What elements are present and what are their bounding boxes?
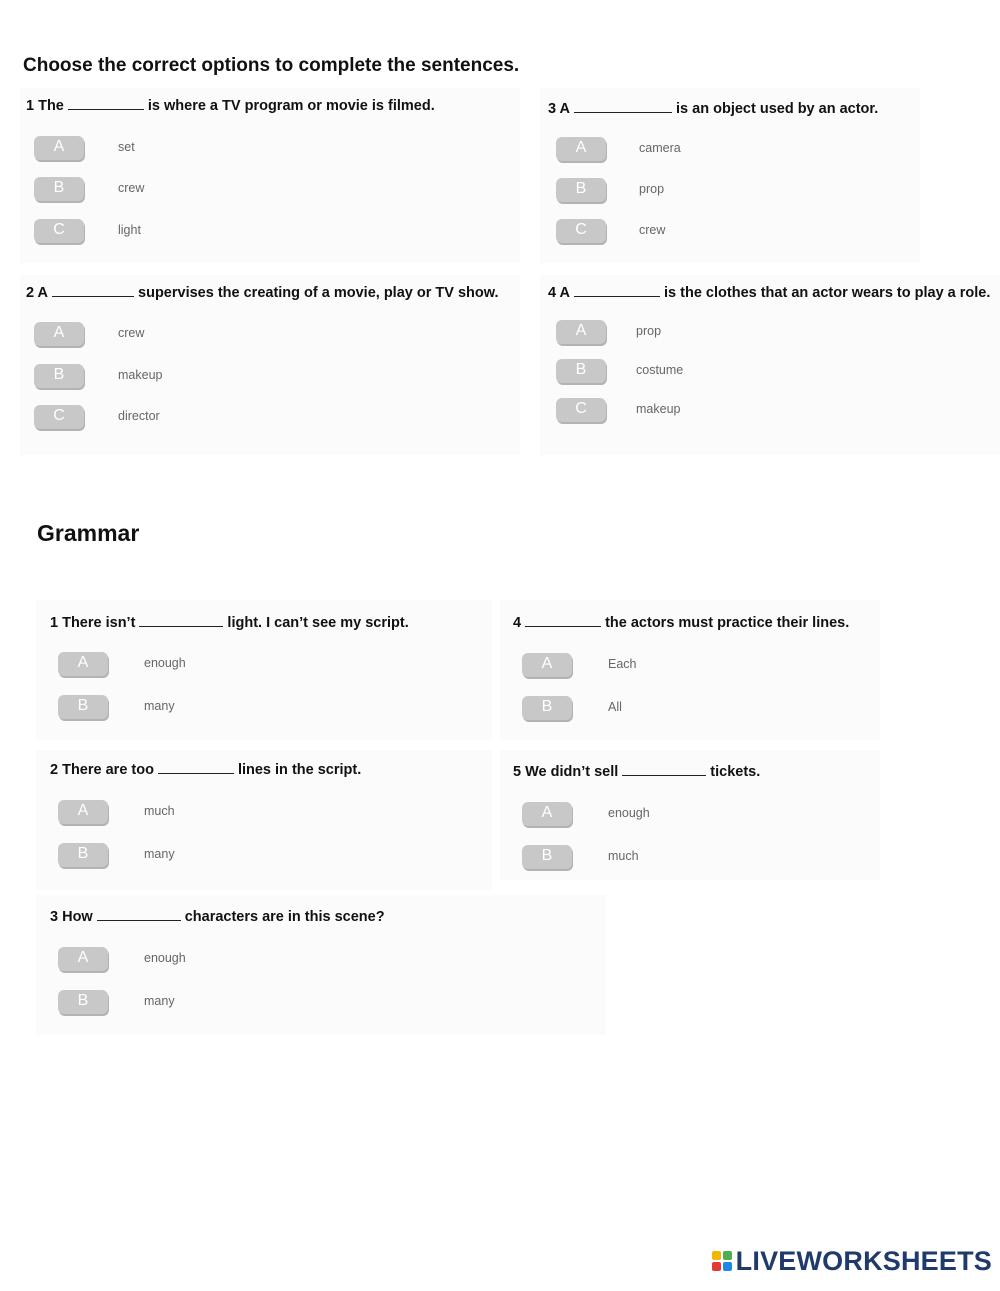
question-suffix: is where a TV program or movie is filmed.: [147, 98, 435, 114]
question-prefix: 3 A: [548, 101, 571, 117]
option-label: much: [144, 804, 175, 818]
question-prefix: 1 There isn’t: [50, 615, 136, 631]
question-panel: [20, 275, 520, 455]
question-prefix: 4 A: [548, 285, 571, 301]
option-letter-badge[interactable]: C: [556, 398, 606, 422]
option-letter-badge[interactable]: A: [58, 800, 108, 824]
option-label: set: [118, 140, 135, 154]
logo-mark-tile: [723, 1251, 732, 1260]
option-label: costume: [636, 363, 684, 377]
option-letter-badge[interactable]: A: [522, 802, 572, 826]
answer-blank: [68, 97, 144, 110]
logo-text: LIVEWORKSHEETS: [735, 1245, 992, 1276]
option-label: crew: [118, 326, 145, 340]
answer-blank: [574, 284, 660, 297]
option-letter-badge[interactable]: C: [556, 219, 606, 243]
option-label: prop: [639, 182, 665, 196]
question-text: [513, 763, 760, 780]
answer-blank: [622, 763, 706, 776]
question-text: [26, 284, 499, 301]
question-text: [50, 614, 409, 631]
option-label: many: [144, 699, 175, 713]
option-letter-badge[interactable]: B: [556, 359, 606, 383]
option-letter-badge[interactable]: C: [34, 219, 84, 243]
option-label: makeup: [636, 402, 681, 416]
logo-mark-tile: [712, 1251, 721, 1260]
answer-blank: [158, 761, 234, 774]
question-prefix: 2 A: [26, 285, 49, 301]
option-letter-badge[interactable]: B: [556, 178, 606, 202]
answer-blank: [52, 284, 134, 297]
option-label: light: [118, 223, 141, 237]
option-label: makeup: [118, 368, 163, 382]
question-suffix: tickets.: [710, 764, 761, 780]
question-text: [513, 614, 849, 631]
grammar-title: Grammar: [37, 520, 140, 546]
option-letter-badge[interactable]: A: [58, 652, 108, 676]
question-suffix: the actors must practice their lines.: [605, 615, 850, 631]
option-letter-badge[interactable]: B: [522, 696, 572, 720]
question-panel: [540, 275, 1000, 455]
answer-blank: [574, 100, 672, 113]
option-label: crew: [118, 181, 145, 195]
question-text: [50, 908, 385, 925]
question-text: [548, 100, 878, 117]
logo-mark-tile: [712, 1262, 721, 1271]
option-label: enough: [608, 806, 650, 820]
option-label: camera: [639, 141, 681, 155]
option-letter-badge[interactable]: B: [34, 364, 84, 388]
question-suffix: lines in the script.: [237, 762, 362, 778]
option-label: many: [144, 994, 175, 1008]
question-panel: [20, 88, 520, 263]
option-label: enough: [144, 951, 186, 965]
question-prefix: 1 The: [26, 98, 64, 114]
question-suffix: light. I can’t see my script.: [227, 615, 409, 631]
option-label: much: [608, 849, 639, 863]
option-letter-badge[interactable]: B: [58, 695, 108, 719]
option-letter-badge[interactable]: B: [58, 843, 108, 867]
option-label: director: [118, 409, 160, 423]
question-suffix: characters are in this scene?: [184, 909, 385, 925]
question-suffix: is an object used by an actor.: [676, 101, 879, 117]
logo-mark-tile: [723, 1262, 732, 1271]
option-letter-badge[interactable]: A: [34, 322, 84, 346]
option-label: many: [144, 847, 175, 861]
option-letter-badge[interactable]: A: [58, 947, 108, 971]
option-label: prop: [636, 324, 662, 338]
question-prefix: 2 There are too: [50, 762, 154, 778]
answer-blank: [97, 908, 181, 921]
option-label: crew: [639, 223, 666, 237]
option-label: All: [608, 700, 622, 714]
option-letter-badge[interactable]: A: [556, 137, 606, 161]
section-title: Choose the correct options to complete the sentences.: [23, 55, 520, 76]
answer-blank: [139, 614, 223, 627]
question-text: [50, 761, 361, 778]
option-label: Each: [608, 657, 637, 671]
logo-mark-icon: [712, 1251, 732, 1271]
question-text: [548, 284, 990, 301]
question-prefix: 3 How: [50, 909, 93, 925]
option-letter-badge[interactable]: B: [522, 845, 572, 869]
answer-blank: [525, 614, 601, 627]
option-letter-badge[interactable]: A: [34, 136, 84, 160]
question-text: [26, 97, 435, 114]
option-letter-badge[interactable]: B: [34, 177, 84, 201]
option-label: enough: [144, 656, 186, 670]
option-letter-badge[interactable]: B: [58, 990, 108, 1014]
question-suffix: is the clothes that an actor wears to play a role.: [664, 285, 991, 301]
liveworksheets-logo: [712, 1247, 992, 1275]
question-prefix: 5 We didn’t sell: [513, 764, 619, 780]
option-letter-badge[interactable]: A: [556, 320, 606, 344]
option-letter-badge[interactable]: A: [522, 653, 572, 677]
question-suffix: supervises the creating of a movie, play or TV show.: [138, 285, 499, 301]
option-letter-badge[interactable]: C: [34, 405, 84, 429]
question-prefix: 4: [513, 615, 522, 631]
